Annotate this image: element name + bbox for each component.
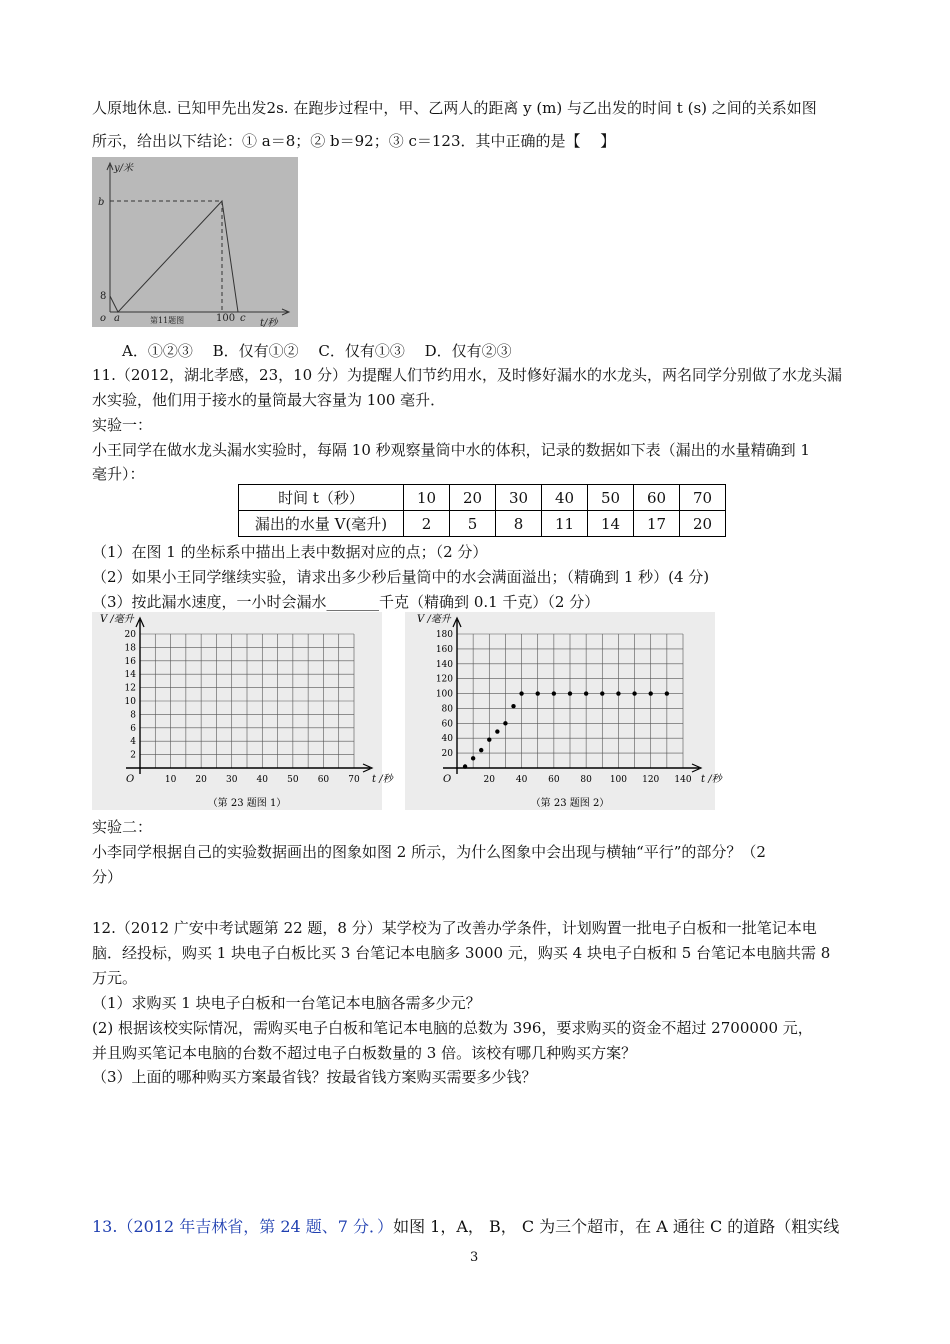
data-point [479, 748, 483, 752]
question-13-text: 如图 1，A， B， C 为三个超市，在 A 通往 C 的道路（粗实线 [393, 1217, 840, 1236]
y-tick-label: 4 [130, 737, 136, 748]
x-tick-label: 10 [164, 775, 177, 785]
data-point [536, 691, 540, 695]
graph-1 [92, 612, 393, 810]
table-cell: 70 [680, 485, 726, 511]
fig11-caption: 第11题图 [150, 316, 185, 325]
table-header: 时间 t（秒） [239, 485, 404, 511]
text-line: （2）如果小王同学继续实验，请求出多少秒后量筒中的水会满面溢出；（精确到 1 秒）(4 分) [92, 568, 710, 586]
x-tick-label: 40 [515, 775, 528, 785]
text-line: 实验二： [92, 818, 153, 836]
x-tick-label: 40 [256, 775, 269, 785]
text-line: (2) 根据该校实际情况，需购买电子白板和笔记本电脑的总数为 396，要求购买的资金不超过 2700000 元， [92, 1019, 813, 1037]
y-tick-label: 20 [441, 749, 453, 760]
text-line: 万元。 [92, 969, 138, 987]
table-row [239, 511, 726, 537]
fig11-a: a [114, 313, 120, 324]
x-axis-label: t /秒 [372, 774, 393, 785]
data-point [495, 729, 499, 733]
data-point [584, 691, 588, 695]
table-cell: 20 [680, 511, 726, 537]
text-line: 11.（2012，湖北孝感，23，10 分）为提醒人们节约用水，及时修好漏水的水龙头，两名同学分别做了水龙头漏 [92, 366, 842, 384]
x-tick-label: 20 [195, 775, 207, 785]
origin-label: O [126, 774, 135, 785]
text-line: 水实验，他们用于接水的量筒最大容量为 100 毫升． [92, 391, 446, 409]
y-tick-label: 12 [124, 683, 136, 694]
y-tick-label: 120 [435, 674, 453, 685]
x-tick-label: 80 [580, 775, 592, 785]
data-point [552, 691, 556, 695]
x-tick-label: 120 [642, 775, 660, 785]
y-tick-label: 140 [435, 659, 453, 670]
y-axis-label: V /毫升 [100, 614, 134, 625]
text-line: （3）按此漏水速度，一小时会漏水_______千克（精确到 0.1 千克）（2 分） [92, 593, 600, 611]
data-point [511, 704, 515, 708]
y-tick-label: 8 [130, 710, 136, 721]
data-point [519, 691, 523, 695]
y-axis-label: V /毫升 [417, 614, 451, 625]
x-tick-label: 60 [548, 775, 560, 785]
text-line: 12.（2012 广安中考试题第 22 题，8 分）某学校为了改善办学条件，计划购置一批电子白板和一批笔记本电 [92, 919, 817, 937]
y-tick-label: 100 [435, 689, 453, 700]
figure-11 [92, 157, 298, 327]
page-number: 3 [470, 1250, 479, 1265]
y-tick-label: 16 [124, 656, 136, 667]
y-tick-label: 2 [130, 750, 136, 761]
x-tick-label: 30 [225, 775, 238, 785]
table-cell: 5 [450, 511, 496, 537]
x-tick-label: 70 [348, 775, 360, 785]
y-tick-label: 14 [124, 670, 136, 681]
data-point [503, 721, 507, 725]
origin-label: O [443, 774, 452, 785]
data-point [471, 756, 475, 760]
fig11-ylabel: y/米 [114, 163, 134, 174]
fig11-c: c [240, 313, 246, 324]
table-cell: 8 [496, 511, 542, 537]
data-point [665, 691, 669, 695]
fig11-origin: o [100, 313, 107, 324]
figure-caption: （第 23 题图 1） [207, 798, 287, 809]
table-cell: 60 [634, 485, 680, 511]
table-cell: 2 [404, 511, 450, 537]
y-tick-label: 160 [435, 644, 453, 655]
table-cell: 17 [634, 511, 680, 537]
text-line: 脑．经投标，购买 1 块电子白板比买 3 台笔记本电脑多 3000 元，购买 4 块电子白板和 5 台笔记本电脑共需 8 [92, 944, 831, 962]
y-tick-label: 10 [124, 697, 136, 707]
graph-2 [405, 612, 722, 810]
y-tick-label: 40 [441, 734, 453, 745]
y-tick-label: 180 [435, 630, 453, 640]
text-line: （3）上面的哪种购买方案最省钱？按最省钱方案购买需要多少钱？ [92, 1068, 537, 1086]
y-tick-label: 6 [130, 723, 136, 734]
x-tick-label: 100 [609, 775, 628, 785]
data-point [632, 691, 636, 695]
data-point [616, 691, 620, 695]
data-point [600, 691, 604, 695]
data-point [649, 691, 653, 695]
table-cell: 50 [588, 485, 634, 511]
table-cell: 20 [450, 485, 496, 511]
fig11-100: 100 [216, 313, 236, 324]
figure-caption: （第 23 题图 2） [530, 798, 610, 809]
data-point [487, 738, 491, 742]
fig11-b: b [98, 197, 105, 208]
text-line: 并且购买笔记本电脑的台数不超过电子白板数量的 3 倍。该校有哪几种购买方案？ [92, 1044, 637, 1062]
text-line: 毫升）： [92, 465, 145, 483]
data-table [238, 484, 726, 537]
data-point [463, 764, 467, 768]
table-cell: 10 [404, 485, 450, 511]
text-line: 小王同学在做水龙头漏水实验时，每隔 10 秒观察量筒中水的体积，记录的数据如下表（漏出的水量精确到 1 [92, 441, 810, 459]
text-line: 分） [92, 868, 123, 886]
fig11-eight: 8 [100, 291, 107, 302]
text-line: （1）求购买 1 块电子白板和一台笔记本电脑各需多少元？ [92, 994, 481, 1012]
table-cell: 11 [542, 511, 588, 537]
table-cell: 30 [496, 485, 542, 511]
table-row [239, 485, 726, 511]
data-point [568, 691, 572, 695]
x-tick-label: 140 [674, 775, 692, 785]
y-tick-label: 60 [441, 719, 453, 730]
text-line: 人原地休息. 已知甲先出发2s. 在跑步过程中，甲、乙两人的距离 y (m) 与乙出发的时间 t (s) 之间的关系如图 [92, 99, 817, 117]
y-tick-label: 20 [124, 630, 136, 640]
text-line: 小李同学根据自己的实验数据画出的图象如图 2 所示，为什么图象中会出现与横轴“平行”的部分？（2 [92, 843, 766, 861]
text-line: 所示，给出以下结论：① a＝8；② b＝92；③ c＝123．其中正确的是【 】 [92, 132, 616, 150]
y-tick-label: 80 [441, 704, 453, 715]
x-tick-label: 50 [287, 775, 299, 785]
x-tick-label: 20 [483, 775, 496, 785]
y-tick-label: 18 [124, 643, 136, 654]
table-cell: 40 [542, 485, 588, 511]
table-cell: 14 [588, 511, 634, 537]
table-header: 漏出的水量 V(毫升) [239, 511, 404, 537]
x-axis-label: t /秒 [701, 774, 722, 785]
answer-options: A．①②③ B．仅有①② C．仅有①③ D．仅有②③ [122, 342, 512, 360]
x-tick-label: 60 [317, 775, 330, 785]
question-13-number: 13.（2012 年吉林省，第 24 题、7 分．） [92, 1217, 394, 1236]
text-line: （1）在图 1 的坐标系中描出上表中数据对应的点；（2 分） [92, 543, 488, 561]
question-13 [92, 1214, 839, 1237]
text-line: 实验一： [92, 416, 153, 434]
fig11-xlabel: t/秒 [260, 318, 278, 329]
